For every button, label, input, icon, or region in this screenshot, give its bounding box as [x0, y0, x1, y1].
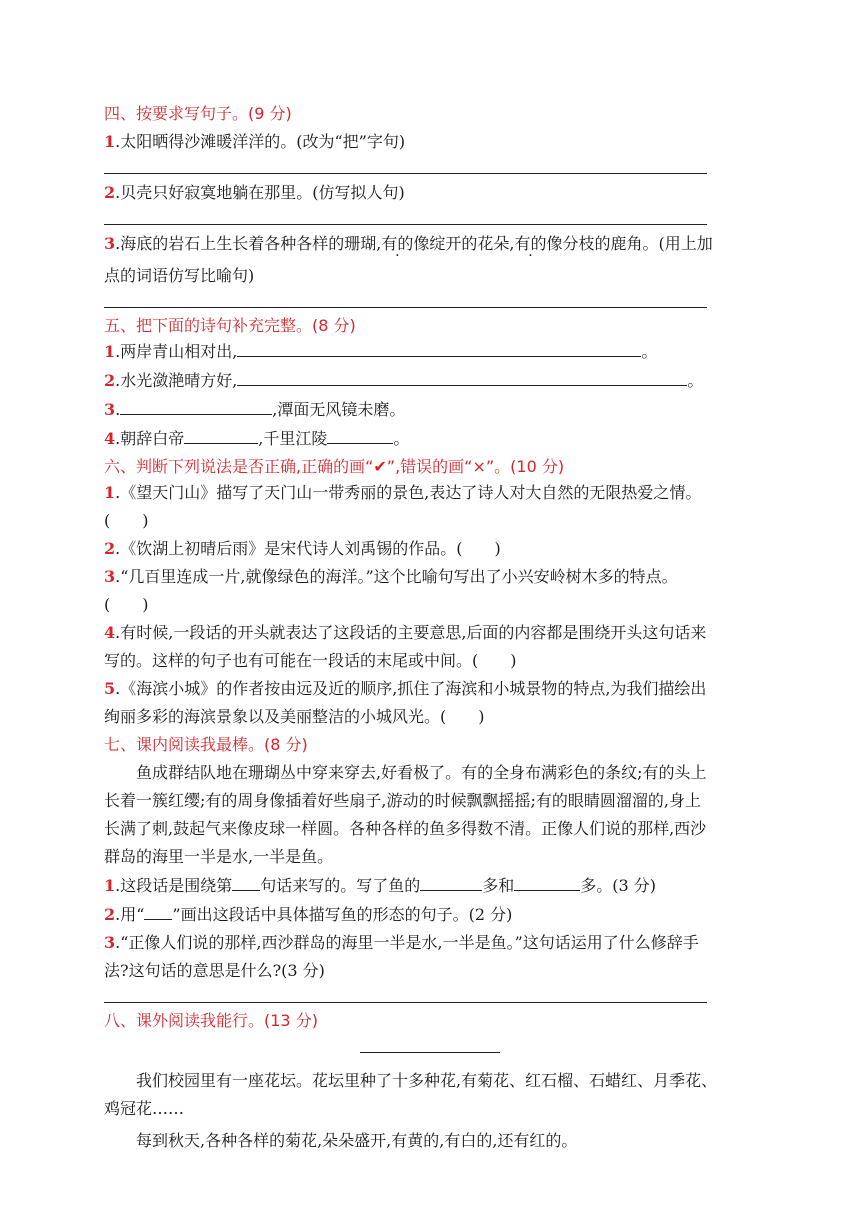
s7-question-2	[104, 904, 754, 925]
s7-question-1	[104, 875, 754, 896]
q-text: .朝辞白帝	[115, 429, 185, 448]
q-text: .“几百里连成一片,就像绿色的海洋。”这个比喻句写出了小兴安岭树木多的特点。	[115, 567, 678, 586]
q-text: ”画出这段话中具体描写鱼的形态的句子。(2 分)	[172, 905, 513, 924]
q-number: 3	[104, 567, 116, 586]
q-text: .两岸青山相对出,	[115, 342, 238, 361]
section-7-title: 七、课内阅读我最棒。(8 分)	[104, 735, 308, 754]
dotted-word: 有的	[514, 234, 547, 253]
s4-question-3-cont: 点的词语仿写比喻句)	[104, 266, 255, 285]
q-number: 3	[104, 933, 116, 952]
q-text: .	[115, 400, 121, 419]
article-line: 每到秋天,各种各样的菊花,朵朵盛开,有黄的,有白的,还有红的。	[136, 1131, 578, 1150]
answer-line[interactable]	[104, 307, 707, 308]
passage-line: 群岛的海里一半是水,一半是鱼。	[104, 847, 334, 866]
q-text: .有时候,一段话的开头就表达了这段话的主要意思,后面的内容都是围绕开头这句话来	[115, 623, 707, 642]
fill-blank[interactable]	[514, 875, 580, 891]
q-text: .《望天门山》描写了天门山一带秀丽的景色,表达了诗人对大自然的无限热爱之情。	[115, 483, 702, 502]
fill-blank[interactable]	[420, 875, 482, 891]
answer-paren[interactable]: ( )	[104, 511, 149, 530]
fill-blank[interactable]	[327, 428, 393, 444]
article-line: 我们校园里有一座花坛。花坛里种了十多种花,有菊花、红石榴、石蜡红、月季花、	[136, 1071, 718, 1090]
q-number: 5	[104, 679, 116, 698]
q-number: 2	[104, 183, 116, 202]
q-number: 1	[104, 876, 116, 895]
passage-line: 长满了刺,鼓起气来像皮球一样圆。各种各样的鱼多得数不清。正像人们说的那样,西沙	[104, 819, 707, 838]
q-text: .“正像人们说的那样,西沙群岛的海里一半是水,一半是鱼。”这句话运用了什么修辞手	[115, 933, 699, 952]
fill-blank[interactable]	[237, 370, 687, 386]
q-number: 2	[104, 539, 116, 558]
s6-question-1	[104, 483, 754, 503]
q-number: 3	[104, 234, 116, 253]
q-number: 2	[104, 905, 116, 924]
q-text: 。	[393, 429, 410, 448]
q-number: 2	[104, 371, 116, 390]
q-text: .水光潋滟晴方好,	[115, 371, 238, 390]
q-text: .贝壳只好寂寞地躺在那里。(仿写拟人句)	[115, 183, 405, 202]
s6-question-4-cont: 写的。这样的句子也有可能在一段话的末尾或中间。( )	[104, 651, 517, 670]
q-text: .《饮湖上初晴后雨》是宋代诗人刘禹锡的作品。( )	[115, 539, 501, 558]
q-number: 1	[104, 342, 116, 361]
fill-blank[interactable]	[232, 875, 260, 891]
fill-blank[interactable]	[120, 399, 272, 415]
q-text: 多。(3 分)	[580, 876, 657, 895]
s6-question-5-cont: 绚丽多彩的海滨景象以及美丽整洁的小城风光。( )	[104, 707, 485, 726]
section-4-title: 四、按要求写句子。(9 分)	[104, 104, 292, 123]
q-number: 3	[104, 400, 116, 419]
passage-line: 长着一簇红缨;有的周身像插着好些扇子,游动的时候飘飘摇摇;有的眼睛圆溜溜的,身上	[104, 791, 701, 810]
q-number: 4	[104, 429, 116, 448]
q-text: ,潭面无风镜未磨。	[272, 400, 406, 419]
q-text: 。	[687, 371, 704, 390]
q-text: ,千里江陵	[258, 429, 328, 448]
s4-question-3	[104, 234, 754, 254]
q-number: 4	[104, 623, 116, 642]
s6-question-5	[104, 679, 754, 699]
fill-blank[interactable]	[237, 341, 641, 357]
dotted-word: 有的	[381, 234, 414, 253]
answer-line[interactable]	[104, 224, 707, 225]
underline-sample	[144, 904, 172, 920]
s5-question-2	[104, 370, 754, 391]
q-number: 1	[104, 483, 116, 502]
s4-question-1	[104, 132, 754, 152]
passage-line: 鱼成群结队地在珊瑚丛中穿来穿去,好看极了。有的全身布满彩色的条纹;有的头上	[136, 763, 707, 782]
answer-paren[interactable]: ( )	[104, 595, 149, 614]
q-text: 多和	[482, 876, 515, 895]
q-text: 句话来写的。写了鱼的	[260, 876, 421, 895]
q-text: 像绽开的花朵,	[413, 234, 515, 253]
s7-question-3-cont: 法?这句话的意思是什么?(3 分)	[104, 961, 325, 980]
answer-line[interactable]	[104, 1002, 707, 1003]
s5-question-3	[104, 399, 754, 420]
q-text: .《海滨小城》的作者按由远及近的顺序,抓住了海滨和小城景物的特点,为我们描绘出	[115, 679, 707, 698]
q-number: 1	[104, 132, 116, 151]
article-title-blank[interactable]	[360, 1052, 500, 1053]
fill-blank[interactable]	[184, 428, 258, 444]
q-text: 。	[641, 342, 658, 361]
q-text: .太阳晒得沙滩暖洋洋的。(改为“把”字句)	[115, 132, 406, 151]
answer-line[interactable]	[104, 173, 707, 174]
s6-question-2	[104, 539, 754, 559]
section-6-title: 六、判断下列说法是否正确,正确的画“✔”,错误的画“×”。(10 分)	[104, 457, 565, 476]
q-text: 像分枝的鹿角。(用上加	[546, 234, 713, 253]
s4-question-2	[104, 183, 754, 203]
q-text: .海底的岩石上生长着各种各样的珊瑚,	[115, 234, 382, 253]
section-8-title: 八、课外阅读我能行。(13 分)	[104, 1011, 318, 1030]
s6-question-4	[104, 623, 754, 643]
section-5-title: 五、把下面的诗句补充完整。(8 分)	[104, 316, 356, 335]
s5-question-4	[104, 428, 754, 449]
s6-question-3	[104, 567, 754, 587]
worksheet-page	[104, 104, 754, 1151]
q-text: .用“	[115, 905, 145, 924]
q-text: .这段话是围绕第	[115, 876, 233, 895]
article-line: 鸡冠花……	[104, 1099, 185, 1118]
s5-question-1	[104, 341, 754, 362]
s7-question-3	[104, 933, 754, 953]
